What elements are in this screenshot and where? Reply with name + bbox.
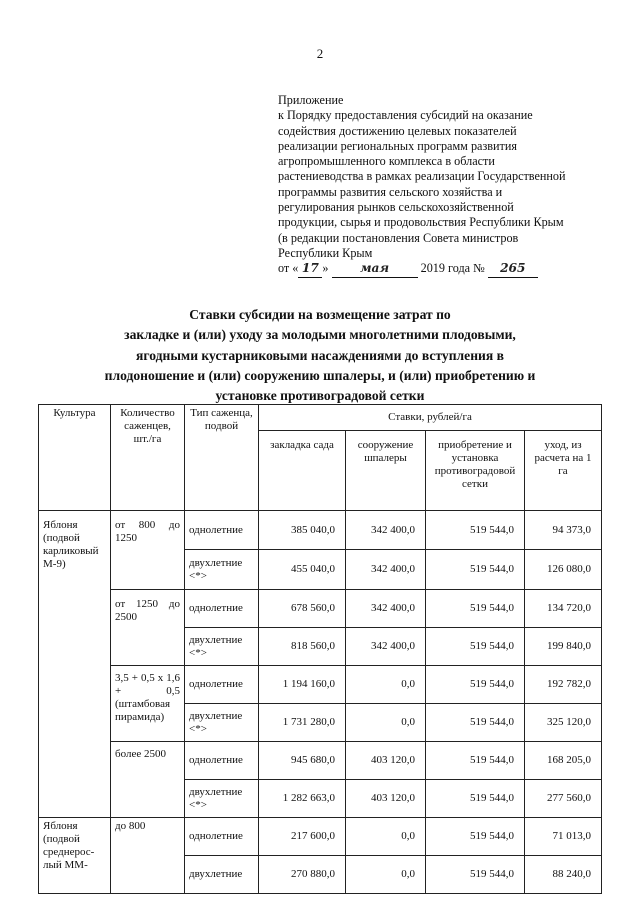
net-cell: 519 544,0 xyxy=(426,818,525,856)
care-cell: 199 840,0 xyxy=(525,628,602,666)
title-line: ягодными кустарниковыми насаждениями до вступления в xyxy=(136,347,504,363)
planting-cell: 270 880,0 xyxy=(259,856,346,894)
table-header-row xyxy=(39,405,602,431)
culture-cell: Яблоня (подвой среднерос-лый ММ- xyxy=(39,818,111,894)
net-cell: 519 544,0 xyxy=(426,742,525,780)
net-cell: 519 544,0 xyxy=(426,628,525,666)
appendix-line: к Порядку предоставления субсидий на оказание xyxy=(278,108,533,123)
date-quote-close: » xyxy=(322,261,329,276)
care-cell: 168 205,0 xyxy=(525,742,602,780)
type-cell: двухлетние <*> xyxy=(185,780,259,818)
quantity-cell: более 2500 xyxy=(111,742,185,818)
planting-cell: 217 600,0 xyxy=(259,818,346,856)
type-cell: двухлетние xyxy=(185,856,259,894)
trellis-cell: 342 400,0 xyxy=(346,511,426,550)
care-cell: 192 782,0 xyxy=(525,666,602,704)
quantity-cell: от 1250 до 2500 xyxy=(111,590,185,666)
type-cell: двухлетние <*> xyxy=(185,628,259,666)
planting-cell: 945 680,0 xyxy=(259,742,346,780)
title-line: Ставки субсидии на возмещение затрат по xyxy=(189,307,451,322)
care-cell: 325 120,0 xyxy=(525,704,602,742)
handwritten-month: мая xyxy=(332,261,418,277)
net-cell: 519 544,0 xyxy=(426,704,525,742)
trellis-cell: 403 120,0 xyxy=(346,780,426,818)
appendix-line: Республики Крым xyxy=(278,245,373,260)
table-row xyxy=(39,511,602,550)
trellis-cell: 0,0 xyxy=(346,666,426,704)
table-row xyxy=(39,818,602,856)
page-number: 2 xyxy=(316,46,324,61)
header-planting: закладка сада xyxy=(259,431,346,511)
header-rates: Ставки, рублей/га xyxy=(259,405,602,431)
planting-cell: 678 560,0 xyxy=(259,590,346,628)
type-cell: двухлетние <*> xyxy=(185,550,259,590)
trellis-cell: 342 400,0 xyxy=(346,550,426,590)
table-row xyxy=(39,742,602,780)
appendix-line: Приложение xyxy=(278,93,344,107)
handwritten-number: 265 xyxy=(488,261,538,277)
title-line: плодоношение и (или) сооружению шпалеры, и (или) приобретению и xyxy=(104,367,536,383)
handwritten-day: 17 xyxy=(298,261,322,277)
care-cell: 134 720,0 xyxy=(525,590,602,628)
header-quantity: Количество саженцев, шт./га xyxy=(111,405,185,511)
document-title xyxy=(40,305,600,406)
appendix-block xyxy=(278,93,608,278)
care-cell: 126 080,0 xyxy=(525,550,602,590)
care-cell: 277 560,0 xyxy=(525,780,602,818)
type-cell: однолетние xyxy=(185,666,259,704)
title-line: установке противоградовой сетки xyxy=(215,388,425,404)
planting-cell: 1 194 160,0 xyxy=(259,666,346,704)
appendix-line: растениеводства в рамках реализации Государственной xyxy=(278,169,566,184)
net-cell: 519 544,0 xyxy=(426,590,525,628)
header-net: приобретение и установка противоградовой сетки xyxy=(426,431,525,511)
appendix-line: регулирования рынков сельскохозяйственной xyxy=(278,200,514,215)
type-cell: однолетние xyxy=(185,590,259,628)
quantity-cell: до 800 xyxy=(111,818,185,894)
trellis-cell: 342 400,0 xyxy=(346,628,426,666)
appendix-line: реализации региональных программ развития xyxy=(278,138,517,153)
appendix-line: содействия достижению целевых показателей xyxy=(278,123,517,138)
appendix-line: (в редакции постановления Совета министров xyxy=(278,230,519,245)
header-trellis: сооружение шпалеры xyxy=(346,431,426,511)
type-cell: однолетние xyxy=(185,818,259,856)
net-cell: 519 544,0 xyxy=(426,780,525,818)
trellis-cell: 342 400,0 xyxy=(346,590,426,628)
trellis-cell: 403 120,0 xyxy=(346,742,426,780)
net-cell: 519 544,0 xyxy=(426,856,525,894)
care-cell: 88 240,0 xyxy=(525,856,602,894)
appendix-line: продукции, сырья и продовольствия Республики Крым xyxy=(278,215,564,230)
net-cell: 519 544,0 xyxy=(426,666,525,704)
care-cell: 71 013,0 xyxy=(525,818,602,856)
header-care: уход, из расчета на 1 га xyxy=(525,431,602,511)
table-row xyxy=(39,666,602,704)
rates-table xyxy=(38,404,602,894)
planting-cell: 1 731 280,0 xyxy=(259,704,346,742)
date-prefix: от « xyxy=(278,261,299,276)
quantity-cell: от 800 до 1250 xyxy=(111,511,185,590)
trellis-cell: 0,0 xyxy=(346,704,426,742)
decree-date-line xyxy=(278,261,608,277)
planting-cell: 818 560,0 xyxy=(259,628,346,666)
type-cell: однолетние xyxy=(185,742,259,780)
type-cell: однолетние xyxy=(185,511,259,550)
type-cell: двухлетние <*> xyxy=(185,704,259,742)
header-type: Тип саженца, подвой xyxy=(185,405,259,511)
care-cell: 94 373,0 xyxy=(525,511,602,550)
trellis-cell: 0,0 xyxy=(346,856,426,894)
culture-cell: Яблоня (подвой карликовый М-9) xyxy=(39,511,111,818)
header-culture: Культура xyxy=(39,405,111,511)
appendix-line: агропромышленного комплекса в области xyxy=(278,154,495,169)
appendix-line: программы развития сельского хозяйства и xyxy=(278,184,503,199)
planting-cell: 455 040,0 xyxy=(259,550,346,590)
title-line: закладке и (или) уходу за молодыми многолетними плодовыми, xyxy=(124,327,516,343)
net-cell: 519 544,0 xyxy=(426,550,525,590)
trellis-cell: 0,0 xyxy=(346,818,426,856)
quantity-cell: 3,5 + 0,5 х 1,6 + 0,5 (штамбовая пирамида) xyxy=(111,666,185,742)
planting-cell: 1 282 663,0 xyxy=(259,780,346,818)
planting-cell: 385 040,0 xyxy=(259,511,346,550)
net-cell: 519 544,0 xyxy=(426,511,525,550)
table-row xyxy=(39,590,602,628)
year-text: 2019 года № xyxy=(420,261,485,276)
